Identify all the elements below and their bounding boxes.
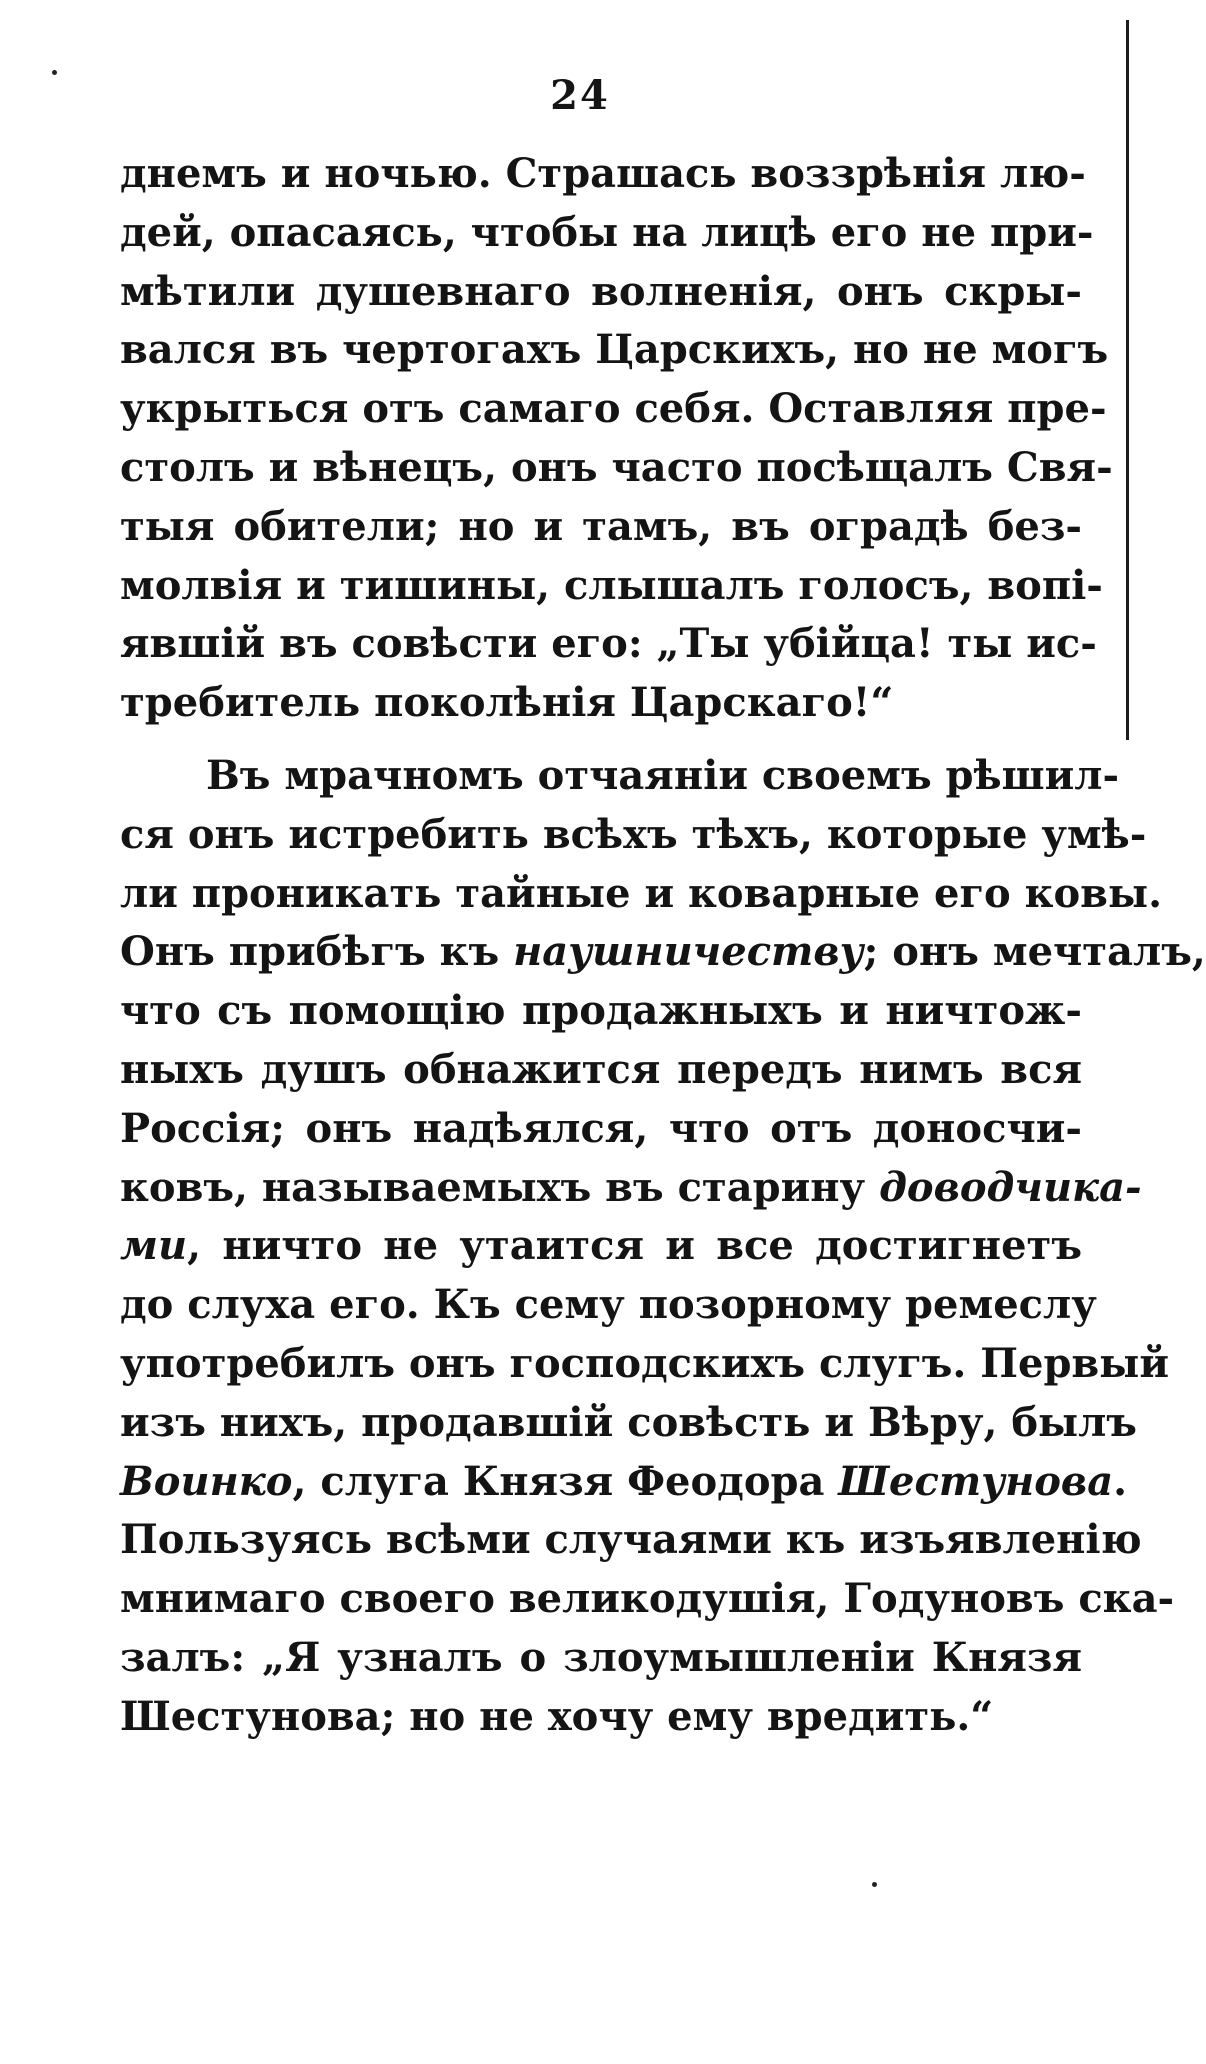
ink-speck <box>872 1882 877 1887</box>
text-line: залъ: „Я узналъ о злоумышленіи Князя <box>120 1633 1082 1681</box>
text-line: днемъ и ночью. Страшась воззрѣнія лю- <box>120 150 1086 197</box>
text-line: ли проникать тайные и коварные его ковы. <box>120 869 1162 917</box>
text-line: молвія и тишины, слышалъ голосъ, вопі- <box>120 561 1103 609</box>
text-line: до слуха его. Къ сему позорному ремеслу <box>120 1281 1097 1329</box>
paragraph-1 <box>120 145 1113 733</box>
text-line: тыя обители; но и тамъ, въ оградѣ без- <box>120 502 1082 550</box>
text-line: употребилъ онъ господскихъ слугъ. Первый <box>120 1339 1169 1387</box>
page-number: 24 <box>550 72 610 119</box>
text-line: Онъ прибѣгъ къ наушничеству; онъ мечталъ, <box>120 928 1206 976</box>
page-edge-rule <box>1126 20 1129 740</box>
text-line: ми, ничто не утаится и все достигнетъ <box>120 1222 1082 1270</box>
text-line: ныхъ душъ обнажится передъ нимъ вся <box>120 1045 1082 1093</box>
text-line: столъ и вѣнецъ, онъ часто посѣщалъ Свя- <box>120 443 1113 491</box>
text-line: дей, опасаясь, чтобы на лицѣ его не при- <box>120 208 1094 256</box>
text-line: ся онъ истребить всѣхъ тѣхъ, которые умѣ- <box>120 810 1147 858</box>
text-line: мнимаго своего великодушія, Годуновъ ска- <box>120 1575 1175 1623</box>
text-line: мѣтили душевнаго волненія, онъ скры- <box>120 267 1082 315</box>
text-line: ковъ, называемыхъ въ старину доводчика- <box>120 1163 1142 1211</box>
body-text <box>120 145 1206 1747</box>
text-line: что съ помощію продажныхъ и ничтож- <box>120 987 1082 1035</box>
text-line: Воинко, слуга Князя Феодора Шестунова. <box>120 1457 1128 1505</box>
text-line: Въ мрачномъ отчаяніи своемъ рѣшил- <box>206 751 1120 799</box>
text-line: Россія; онъ надѣялся, что отъ доносчи- <box>120 1104 1082 1152</box>
text-line: Шестунова; но не хочу ему вредить.“ <box>120 1692 994 1740</box>
paragraph-2 <box>120 747 1206 1747</box>
text-line: требитель поколѣнія Царскаго!“ <box>120 679 894 727</box>
text-line: вался въ чертогахъ Царскихъ, но не могъ <box>120 326 1109 374</box>
text-line: изъ нихъ, продавшій совѣсть и Вѣру, былъ <box>120 1398 1137 1446</box>
text-line: явшій въ совѣсти его: „Ты убійца! ты ис- <box>120 620 1097 668</box>
ink-speck <box>52 70 57 75</box>
text-line: укрыться отъ самаго себя. Оставляя пре- <box>120 385 1107 433</box>
text-line: Пользуясь всѣми случаями къ изъявленію <box>120 1516 1142 1564</box>
